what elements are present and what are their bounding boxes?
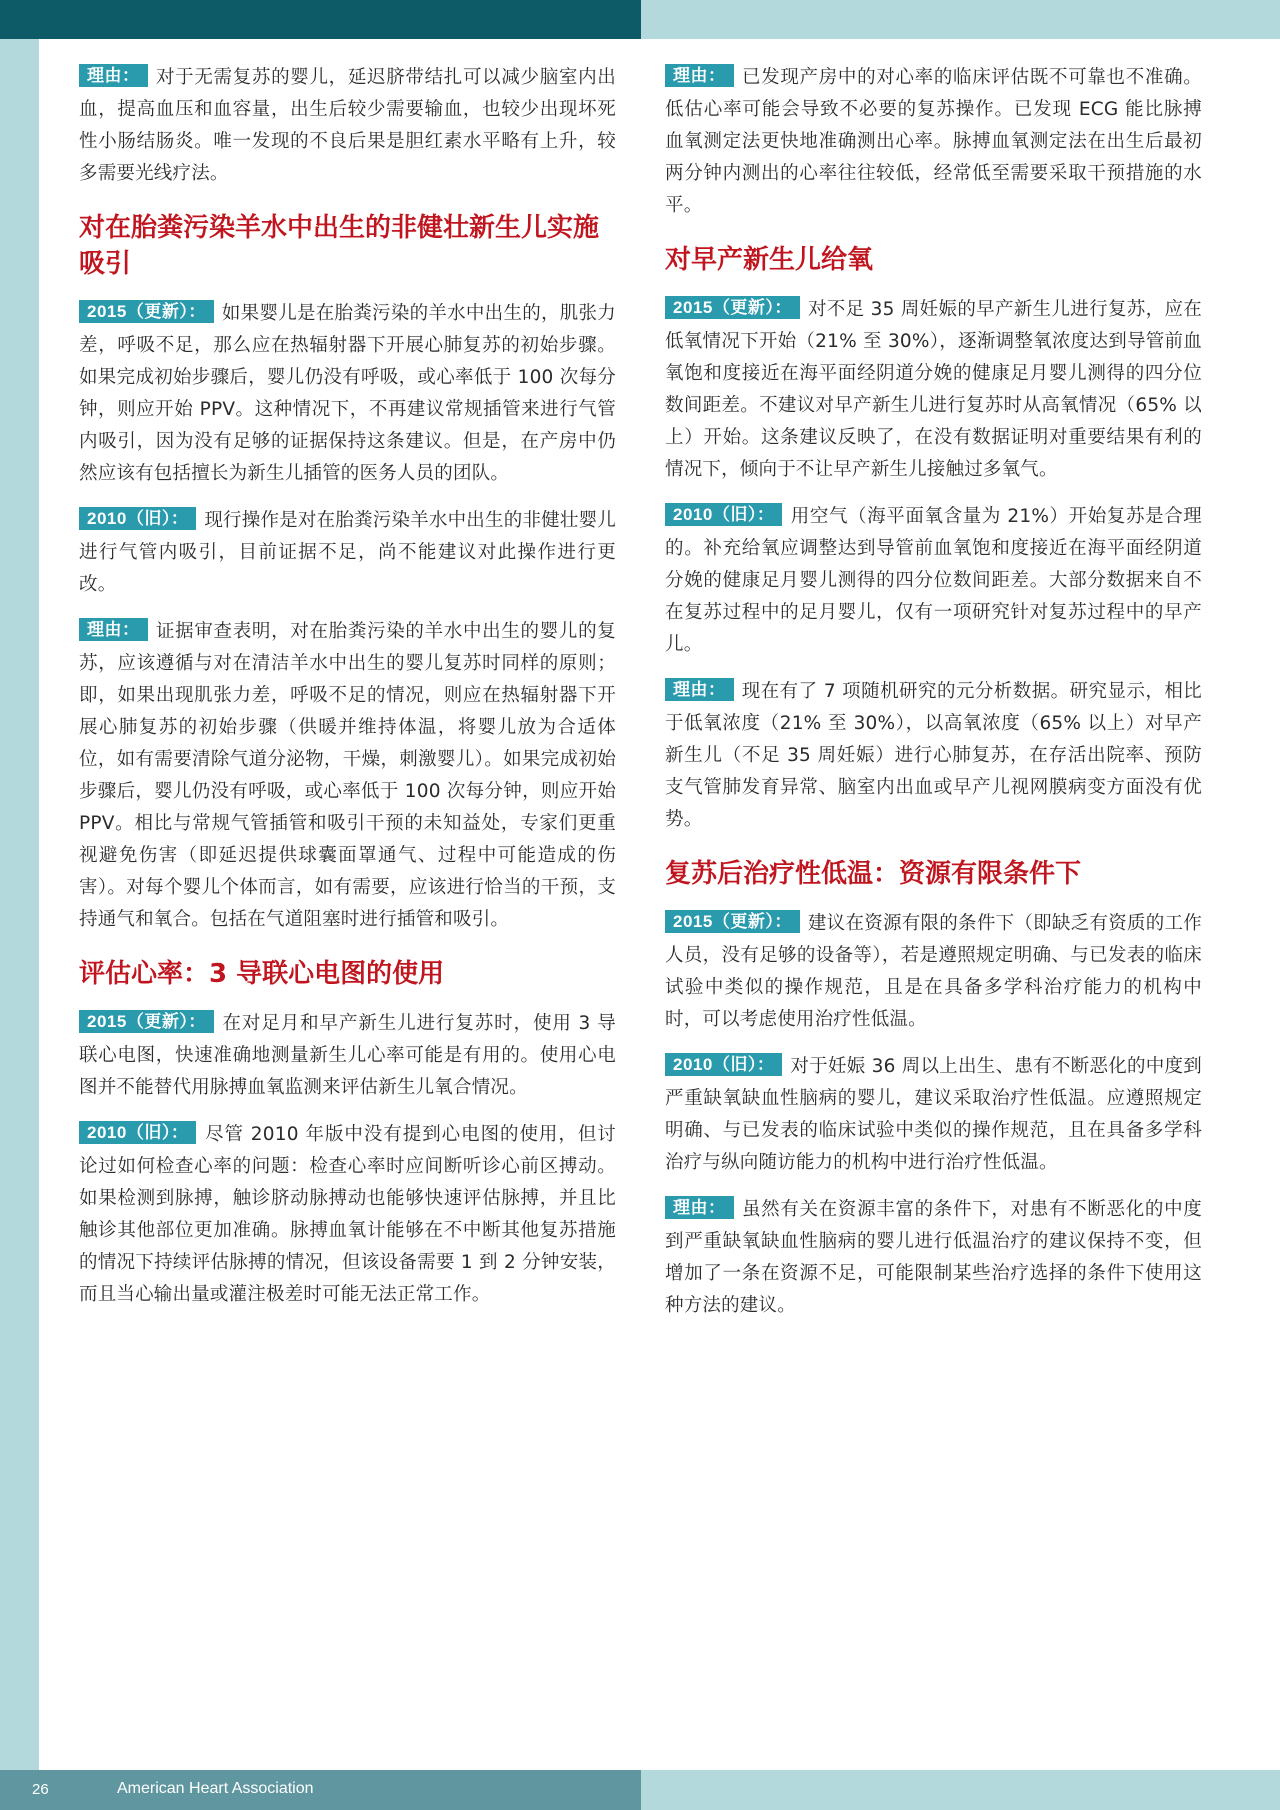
paragraph-text: 对于妊娠 36 周以上出生、患有不断恶化的中度到严重缺氧缺血性脑病的婴儿，建议采取治疗性低温。应遵照规定明确、与已发表的临床试验中类似的操作规范，且在具备多学科治疗与纵向随访能力的机构中进行治疗性低温。 — [665, 1056, 1202, 1173]
paragraph — [665, 1194, 1202, 1322]
section-heading-preterm-oxygen: 对早产新生儿给氧 — [665, 245, 874, 275]
paragraph-text: 用空气（海平面氧含量为 21%）开始复苏是合理的。补充给氧应调整达到导管前血氧饱和度接近在海平面经阴道分娩的健康足月婴儿测得的四分位数间距差。大部分数据来自不在复苏过程中的足月婴儿，仅有一项研究针对复苏过程中的早产儿。 — [665, 506, 1202, 655]
update-2015-tag: 2015（更新）： — [665, 910, 800, 933]
paragraph — [79, 298, 616, 490]
update-2015-tag: 2015（更新）： — [79, 300, 214, 323]
section-heading-therapeutic-hypothermia: 复苏后治疗性低温：资源有限条件下 — [665, 859, 1082, 889]
footer-organization: American Heart Association — [117, 1780, 314, 1797]
paragraph-text: 建议在资源有限的条件下（即缺乏有资质的工作人员，没有足够的设备等），若是遵照规定明确、与已发表的临床试验中类似的操作规范，且是在具备多学科治疗能力的机构中时，可以考虑使用治疗性低温。 — [665, 913, 1202, 1030]
paragraph — [79, 505, 616, 601]
old-2010-tag: 2010（旧）： — [665, 1053, 782, 1076]
paragraph-text: 在对足月和早产新生儿进行复苏时，使用 3 导联心电图，快速准确地测量新生儿心率可能是有用的。使用心电图并不能替代用脉搏血氧监测来评估新生儿氧合情况。 — [79, 1013, 616, 1098]
paragraph — [665, 62, 1202, 222]
header-bar-light — [641, 0, 1280, 39]
paragraph — [79, 1119, 616, 1311]
section-heading-heart-rate-ecg: 评估心率：3 导联心电图的使用 — [79, 959, 445, 989]
update-2015-tag: 2015（更新）： — [665, 296, 800, 319]
right-column — [665, 62, 1202, 1337]
paragraph — [79, 62, 616, 190]
paragraph — [665, 1051, 1202, 1179]
paragraph-text: 尽管 2010 年版中没有提到心电图的使用，但讨论过如何检查心率的问题：检查心率时应间断听诊心前区搏动。如果检测到脉搏，触诊脐动脉搏动也能够快速评估脉搏，并且比触诊其他部位更加准确。脉搏血氧计能够在不中断其他复苏措施的情况下持续评估脉搏的情况，但该设备需要 1 到 2 分钟安装，而且当心输出量或灌注极差时可能无法正常工作。 — [79, 1124, 616, 1305]
rationale-tag: 理由： — [665, 678, 734, 701]
paragraph-text: 现行操作是对在胎粪污染羊水中出生的非健壮婴儿进行气管内吸引，目前证据不足，尚不能建议对此操作进行更改。 — [79, 510, 616, 595]
update-2015-tag: 2015（更新）： — [79, 1010, 214, 1033]
paragraph-text: 虽然有关在资源丰富的条件下，对患有不断恶化的中度到严重缺氧缺血性脑病的婴儿进行低温治疗的建议保持不变，但增加了一条在资源不足，可能限制某些治疗选择的条件下使用这种方法的建议。 — [665, 1199, 1202, 1316]
header-bar-dark — [0, 0, 641, 39]
page-number: 26 — [32, 1781, 49, 1798]
section-heading-meconium-suction: 对在胎粪污染羊水中出生的非健壮新生儿实施吸引 — [79, 213, 600, 279]
old-2010-tag: 2010（旧）： — [79, 1121, 196, 1144]
left-margin-strip — [0, 39, 39, 1770]
paragraph-text: 已发现产房中的对心率的临床评估既不可靠也不准确。低估心率可能会导致不必要的复苏操作。已发现 ECG 能比脉搏血氧测定法更快地准确测出心率。脉搏血氧测定法在出生后最初两分钟内测出的心率往往较低，经常低至需要采取干预措施的水平。 — [665, 67, 1202, 216]
paragraph — [665, 676, 1202, 836]
paragraph — [665, 908, 1202, 1036]
paragraph-text: 对不足 35 周妊娠的早产新生儿进行复苏，应在低氧情况下开始（21% 至 30%），逐渐调整氧浓度达到导管前血氧饱和度接近在海平面经阴道分娩的健康足月婴儿测得的四分位数间距差。不建议对早产新生儿进行复苏时从高氧情况（65% 以上）开始。这条建议反映了，在没有数据证明对重要结果有利的情况下，倾向于不让早产新生儿接触过多氧气。 — [665, 299, 1202, 480]
left-column — [79, 62, 616, 1326]
rationale-tag: 理由： — [79, 618, 148, 641]
paragraph — [665, 294, 1202, 486]
footer-bar-light — [641, 1770, 1280, 1810]
paragraph-text: 如果婴儿是在胎粪污染的羊水中出生的，肌张力差，呼吸不足，那么应在热辐射器下开展心肺复苏的初始步骤。如果完成初始步骤后，婴儿仍没有呼吸，或心率低于 100 次每分钟，则应开始 PPV。这种情况下，不再建议常规插管来进行气管内吸引，因为没有足够的证据保持这条建议。但是，在产房中仍然应该有包括擅长为新生儿插管的医务人员的团队。 — [79, 303, 616, 484]
rationale-tag: 理由： — [79, 64, 148, 87]
footer-bar-dark — [0, 1770, 641, 1810]
paragraph-text: 现在有了 7 项随机研究的元分析数据。研究显示，相比于低氧浓度（21% 至 30%），以高氧浓度（65% 以上）对早产新生儿（不足 35 周妊娠）进行心肺复苏，在存活出院率、预防支气管肺发育异常、脑室内出血或早产儿视网膜病变方面没有优势。 — [665, 681, 1202, 830]
paragraph — [665, 501, 1202, 661]
paragraph — [79, 616, 616, 936]
old-2010-tag: 2010（旧）： — [79, 507, 196, 530]
rationale-tag: 理由： — [665, 1196, 734, 1219]
old-2010-tag: 2010（旧）： — [665, 503, 782, 526]
paragraph — [79, 1008, 616, 1104]
rationale-tag: 理由： — [665, 64, 734, 87]
paragraph-text: 证据审查表明，对在胎粪污染的羊水中出生的婴儿的复苏，应该遵循与对在清洁羊水中出生的婴儿复苏时同样的原则；即，如果出现肌张力差，呼吸不足的情况，则应在热辐射器下开展心肺复苏的初始步骤（供暖并维持体温，将婴儿放为合适体位，如有需要清除气道分泌物，干燥，刺激婴儿）。如果完成初始步骤后，婴儿仍没有呼吸，或心率低于 100 次每分钟，则应开始 PPV。相比与常规气管插管和吸引干预的未知益处，专家们更重视避免伤害（即延迟提供球囊面罩通气、过程中可能造成的伤害）。对每个婴儿个体而言，如有需要，应该进行恰当的干预，支持通气和氧合。包括在气道阻塞时进行插管和吸引。 — [79, 621, 616, 930]
paragraph-text: 对于无需复苏的婴儿，延迟脐带结扎可以减少脑室内出血，提高血压和血容量，出生后较少需要输血，也较少出现坏死性小肠结肠炎。唯一发现的不良后果是胆红素水平略有上升，较多需要光线疗法。 — [79, 67, 616, 184]
